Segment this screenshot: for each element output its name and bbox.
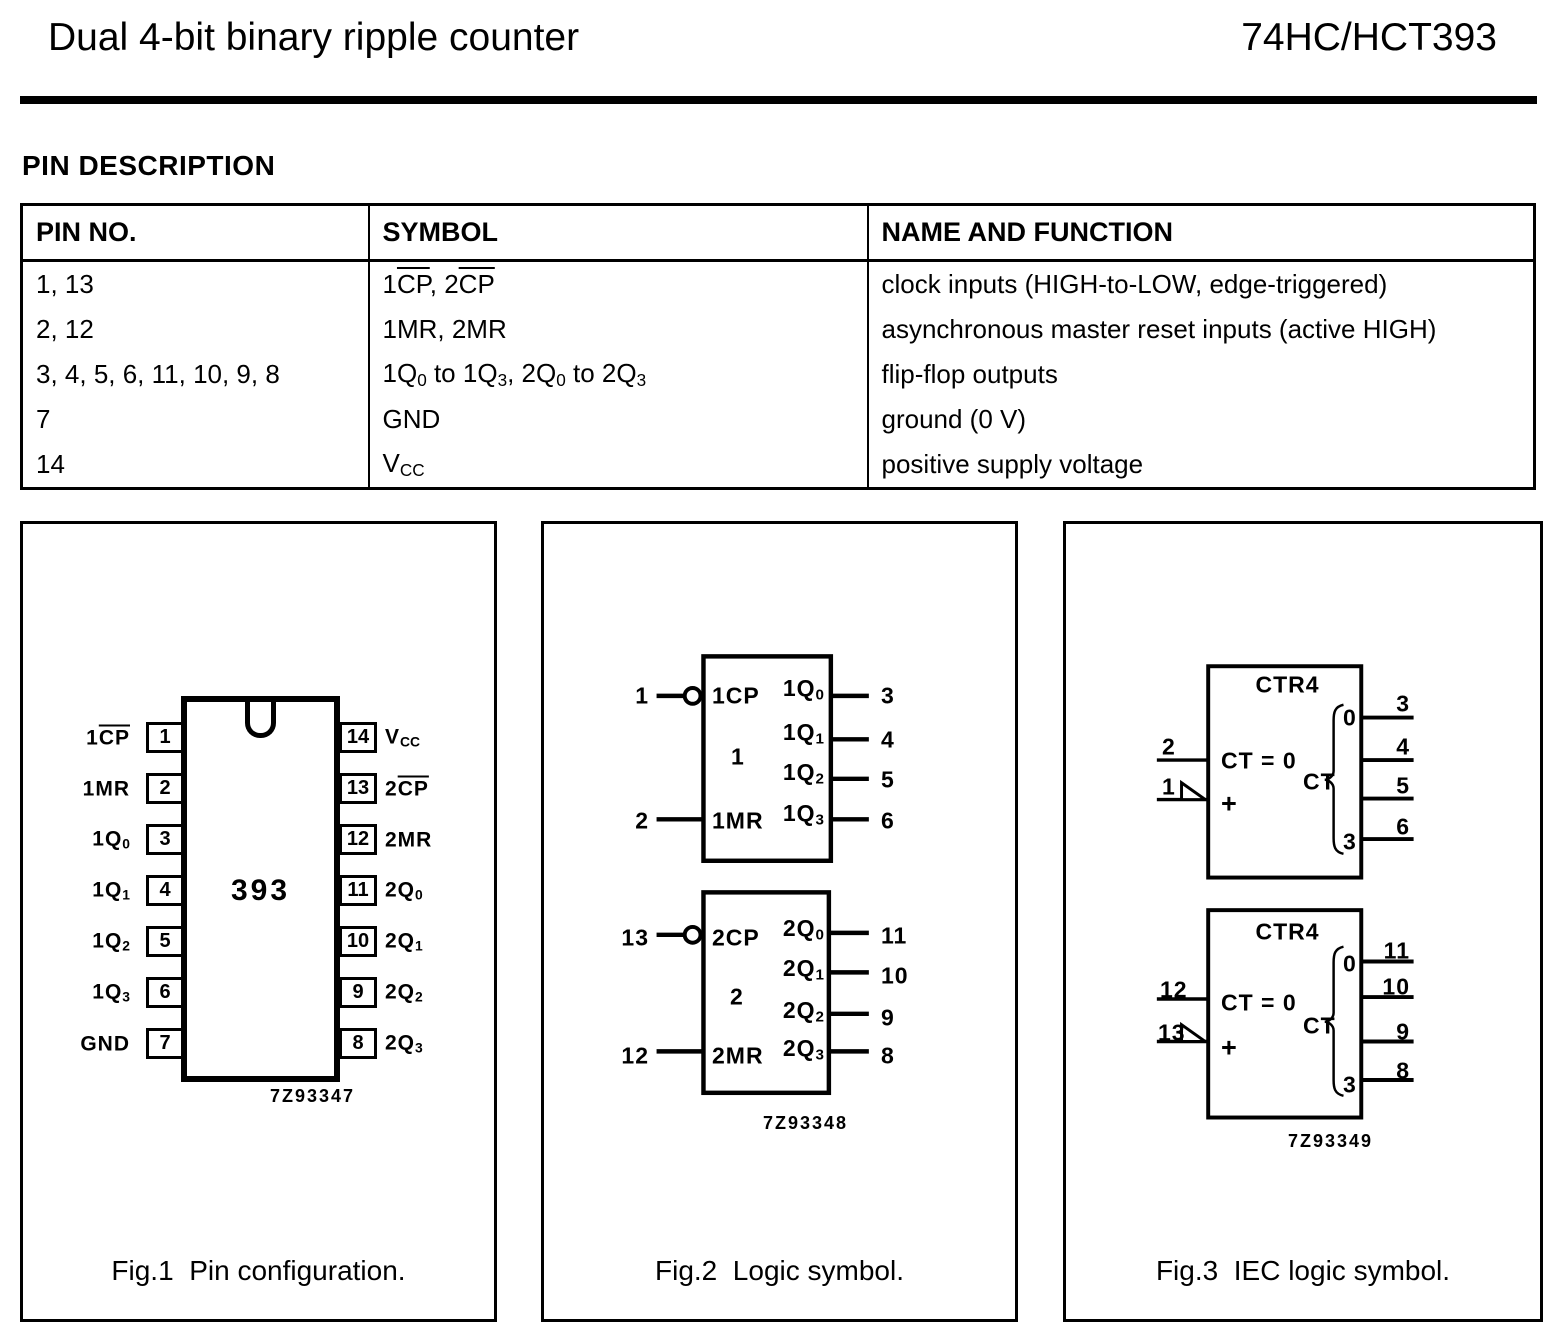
pin-number-box: 7 (146, 1028, 184, 1059)
pin-no-cell: 3, 4, 5, 6, 11, 10, 9, 8 (36, 359, 280, 389)
fig2-logic-symbol (541, 521, 1018, 1322)
name-function-cell: clock inputs (HIGH-to-LOW, edge-triggered) (868, 261, 1535, 308)
reset-function-label: CT = 0 (1221, 989, 1297, 1016)
pin-label: 2Q3 (385, 1031, 423, 1056)
range-bottom-label: 3 (1343, 828, 1357, 855)
port-label: 2CP (712, 924, 760, 951)
name-function-cell: ground (0 V) (868, 397, 1535, 442)
pin-number-box: 12 (339, 824, 377, 855)
port-label: 1Q0 (782, 675, 824, 704)
block-designator: 1 (731, 743, 745, 770)
pin-number-box: 2 (146, 773, 184, 804)
range-top-label: 0 (1343, 704, 1357, 731)
pin-number: 1 (635, 682, 649, 709)
table-header-row (22, 205, 1535, 261)
table-row (22, 442, 1535, 489)
range-bottom-label: 3 (1343, 1071, 1357, 1098)
drawing-code: 7Z93349 (1288, 1131, 1374, 1151)
symbol-cell: $1\overline{CP}$, $2\overline{CP}$ (369, 261, 868, 308)
col-header-pin-no: PIN NO. (22, 205, 369, 261)
pin-number-box: 8 (339, 1028, 377, 1059)
pin-number: 3 (1396, 690, 1410, 717)
port-label: 2Q2 (782, 997, 824, 1026)
pin-label: 2Q0 (385, 878, 423, 903)
table-row (22, 352, 1535, 397)
pin-number: 11 (881, 922, 908, 949)
pin-number-box: 5 (146, 926, 184, 957)
pin-label: 2Q1 (385, 929, 423, 954)
edge-triangle (1182, 783, 1206, 800)
name-function-cell: asynchronous master reset inputs (active HIGH) (868, 307, 1535, 352)
table-row (22, 261, 1535, 308)
pin-number: 13 (621, 924, 649, 951)
pin-no-cell: 2, 12 (36, 314, 94, 344)
name-function-cell: flip-flop outputs (868, 352, 1535, 397)
pin-number: 8 (1396, 1057, 1410, 1084)
ct-output-label: CT (1303, 1012, 1336, 1039)
pin-number: 6 (1396, 813, 1410, 840)
symbol-cell: 1Q0 to 1Q3, 2Q0 to 2Q3 (369, 352, 868, 397)
pin-no-cell: 14 (36, 449, 65, 479)
port-label: 2Q0 (782, 915, 824, 944)
pin-label: VCC (385, 725, 421, 750)
section-title: PIN DESCRIPTION (22, 150, 276, 181)
pin-label: 1MR (82, 777, 130, 801)
block-designator: 2 (730, 983, 744, 1010)
pin-number: 5 (881, 766, 895, 793)
port-label: 1Q3 (782, 800, 824, 829)
symbol-cell: GND (369, 397, 868, 442)
pin-label: $1\overline{CP}$ (86, 726, 130, 750)
part-number: 74HC/HCT393 (1241, 16, 1497, 59)
port-label: 1MR (712, 807, 764, 834)
pin-number: 12 (1160, 976, 1188, 1003)
pin-number: 3 (881, 682, 895, 709)
fig2-caption: Fig.2 Logic symbol. (655, 1255, 904, 1286)
pin-label: 1Q3 (92, 980, 130, 1005)
pin-label: 2MR (385, 828, 433, 852)
block-title: CTR4 (1255, 671, 1320, 698)
pin-number-box: 4 (146, 875, 184, 906)
fig1-pin-configuration (20, 521, 497, 1322)
pin-number: 4 (1396, 733, 1410, 760)
pin-number: 9 (881, 1004, 895, 1031)
page-title: Dual 4-bit binary ripple counter (48, 16, 580, 59)
header-rule (20, 96, 1537, 104)
pin-no-cell: 1, 13 (36, 269, 94, 299)
pin-number-box: 3 (146, 824, 184, 855)
logic-symbol-drawing (544, 524, 1015, 1319)
pin-number: 1 (1162, 773, 1176, 800)
pin-number: 2 (1162, 733, 1176, 760)
drawing-code: 7Z93348 (763, 1113, 849, 1133)
clock-inversion-bubble (685, 688, 701, 704)
pin-number-box: 13 (339, 773, 377, 804)
port-label: 1CP (712, 682, 760, 709)
package-notch (245, 702, 276, 738)
fig3-caption: Fig.3 IEC logic symbol. (1155, 1255, 1451, 1286)
pin-label: GND (80, 1032, 130, 1056)
pin-label: 1Q2 (92, 929, 130, 954)
pin-number: 8 (881, 1042, 895, 1069)
pin-label: 2Q2 (385, 980, 423, 1005)
port-label: 2MR (712, 1042, 764, 1069)
pin-label: 1Q0 (92, 827, 130, 852)
col-header-symbol: SYMBOL (369, 205, 868, 261)
count-plus-label: + (1221, 1032, 1238, 1063)
port-label: 2Q3 (782, 1035, 824, 1064)
pin-number-box: 6 (146, 977, 184, 1008)
port-label: 2Q1 (782, 955, 824, 984)
pin-number: 13 (1158, 1019, 1186, 1046)
name-function-cell: positive supply voltage (868, 442, 1535, 489)
ct-output-label: CT (1303, 768, 1336, 795)
pin-number-box: 10 (339, 926, 377, 957)
pin-number: 9 (1396, 1018, 1410, 1045)
port-label: 1Q1 (782, 719, 824, 748)
symbol-cell: 1MR, 2MR (369, 307, 868, 352)
reset-function-label: CT = 0 (1221, 747, 1297, 774)
pin-label: $2\overline{CP}$ (385, 777, 429, 801)
pin-number: 11 (1383, 937, 1410, 964)
pin-number: 10 (881, 962, 909, 989)
clock-inversion-bubble (685, 927, 701, 943)
table-row (22, 397, 1535, 442)
range-top-label: 0 (1343, 950, 1357, 977)
pin-number-box: 11 (339, 875, 377, 906)
pin-number-box: 9 (339, 977, 377, 1008)
table-row (22, 307, 1535, 352)
port-label: 1Q2 (782, 759, 824, 788)
symbol-cell: VCC (369, 442, 868, 489)
pin-number: 4 (881, 726, 895, 753)
pin-description-table (20, 203, 1536, 490)
pin-number: 5 (1396, 772, 1410, 799)
pin-number: 2 (635, 807, 649, 834)
pin-number-box: 1 (146, 722, 184, 753)
pin-no-cell: 7 (36, 404, 51, 434)
pin-number: 10 (1382, 973, 1410, 1000)
pin-number: 6 (881, 807, 895, 834)
pin-number: 12 (621, 1042, 649, 1069)
count-plus-label: + (1221, 788, 1238, 819)
pin-label: 1Q1 (92, 878, 130, 903)
chip-type-label: 393 (230, 874, 291, 907)
drawing-code: 7Z93347 (270, 1086, 356, 1106)
col-header-name-function: NAME AND FUNCTION (868, 205, 1535, 261)
block-title: CTR4 (1255, 918, 1320, 945)
fig3-iec-logic-symbol (1063, 521, 1543, 1322)
fig1-caption: Fig.1 Pin configuration. (111, 1255, 406, 1286)
pin-number-box: 14 (339, 722, 377, 753)
